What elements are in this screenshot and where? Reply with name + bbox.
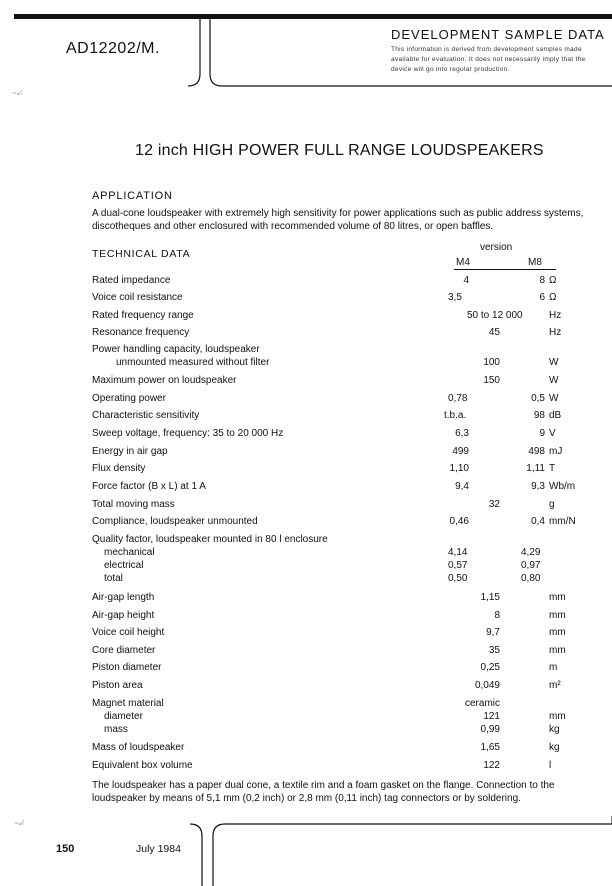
version-label: version	[480, 242, 513, 253]
spec-sublabel: mechanical	[104, 547, 155, 558]
spec-unit: Hz	[549, 327, 562, 338]
spec-row	[0, 410, 612, 424]
spec-label: Core diameter	[92, 645, 156, 656]
spec-m8: 0,5	[531, 393, 545, 404]
spec-m8: 9	[539, 428, 545, 439]
spec-label: Compliance, loudspeaker unmounted	[92, 516, 258, 527]
spec-value: 35	[488, 645, 500, 656]
spec-m8: 98	[533, 410, 545, 421]
spec-row	[0, 698, 612, 712]
spec-row	[0, 573, 612, 587]
spec-value: 0,25	[480, 662, 500, 673]
version-m8-header: M8	[528, 257, 542, 268]
status-title: DEVELOPMENT SAMPLE DATA	[391, 27, 605, 42]
spec-unit: Hz	[549, 310, 562, 321]
spec-label: Equivalent box volume	[92, 760, 193, 771]
spec-row	[0, 375, 612, 389]
spec-row	[0, 428, 612, 442]
spec-unit: kg	[549, 742, 560, 753]
spec-m8: 0,80	[521, 573, 541, 584]
spec-value: 45	[488, 327, 500, 338]
spec-row	[0, 481, 612, 495]
spec-unit: W	[549, 375, 559, 386]
spec-label: Air-gap height	[92, 610, 155, 621]
spec-label: Force factor (B x L) at 1 A	[92, 481, 206, 492]
spec-sublabel: total	[104, 573, 123, 584]
spec-label: Maximum power on loudspeaker	[92, 375, 237, 386]
page-title: 12 inch HIGH POWER FULL RANGE LOUDSPEAKERS	[135, 142, 544, 159]
spec-m4: 6,3	[455, 428, 469, 439]
spec-label: Rated frequency range	[92, 310, 194, 321]
type-code: AD12202/M.	[66, 40, 160, 57]
spec-label: Resonance frequency	[92, 327, 190, 338]
spec-row	[0, 711, 612, 725]
margin-mark-bottom: ~ᵤ⁄ₗ	[14, 820, 24, 827]
spec-m8: 0,97	[521, 560, 541, 571]
spec-row	[0, 357, 612, 371]
spec-unit: mm	[549, 627, 566, 638]
spec-row	[0, 742, 612, 756]
spec-label: Voice coil resistance	[92, 292, 183, 303]
spec-label: Mass of loudspeaker	[92, 742, 185, 753]
application-text: A dual-cone loudspeaker with extremely high sensitivity for power applications such as public address systems, discotheques and other enclosured with recommended volume of 80 litres, or open baffles.	[92, 208, 584, 232]
spec-label: Magnet material	[92, 698, 164, 709]
spec-label: Piston area	[92, 680, 143, 691]
spec-unit: V	[549, 428, 556, 439]
spec-sublabel: diameter	[104, 711, 143, 722]
spec-unit: W	[549, 357, 559, 368]
spec-row	[0, 547, 612, 561]
spec-label: Quality factor, loudspeaker mounted in 80 l enclosure	[92, 534, 328, 545]
spec-value: 8	[494, 610, 500, 621]
publication-date: July 1984	[136, 843, 181, 855]
spec-m4: 1,10	[449, 463, 469, 474]
spec-row	[0, 275, 612, 289]
footer-note: The loudspeaker has a paper dual cone, a textile rim and a foam gasket on the flange. Connection to the loudspeaker by means of 5,1 mm (0,2 inch) or 2,8 mm (0,11 inch) tag connectors or by soldering.	[92, 780, 555, 804]
spec-row	[0, 592, 612, 606]
spec-label: Characteristic sensitivity	[92, 410, 200, 421]
spec-label: Rated impedance	[92, 275, 171, 286]
spec-value: 1,15	[480, 592, 500, 603]
spec-value: 32	[488, 499, 500, 510]
spec-label: Power handling capacity, loudspeaker	[92, 344, 260, 355]
spec-row	[0, 393, 612, 407]
spec-label: Piston diameter	[92, 662, 162, 673]
spec-value: 121	[483, 711, 500, 722]
spec-label: Sweep voltage, frequency: 35 to 20 000 Hz	[92, 428, 284, 439]
spec-m8: 8	[539, 275, 545, 286]
spec-row	[0, 292, 612, 306]
spec-row	[0, 534, 612, 548]
spec-m8: 9,3	[531, 481, 545, 492]
spec-row	[0, 610, 612, 624]
spec-value: 100	[483, 357, 500, 368]
spec-m4: t.b.a.	[444, 410, 467, 421]
spec-m4: 499	[452, 446, 469, 457]
spec-row	[0, 645, 612, 659]
spec-unit: dB	[549, 410, 562, 421]
spec-row	[0, 560, 612, 574]
spec-m4: 3,5	[448, 292, 462, 303]
spec-unit: mm	[549, 711, 566, 722]
spec-m4: 9,4	[455, 481, 469, 492]
spec-value: 0,049	[474, 680, 500, 691]
spec-row	[0, 760, 612, 774]
spec-row	[0, 344, 612, 358]
spec-unit: Wb/m	[549, 481, 576, 492]
page-number: 150	[56, 843, 75, 855]
spec-unit: mm	[549, 592, 566, 603]
spec-m8: 0,4	[531, 516, 545, 527]
spec-m8: 1,11	[526, 463, 545, 474]
spec-label: Flux density	[92, 463, 146, 474]
spec-row	[0, 327, 612, 341]
spec-unit: Ω	[549, 275, 557, 286]
spec-label: Energy in air gap	[92, 446, 168, 457]
spec-unit: g	[549, 499, 555, 510]
spec-row	[0, 627, 612, 641]
spec-unit: kg	[549, 724, 560, 735]
spec-unit: W	[549, 393, 559, 404]
margin-mark-top: ~ᵤ⁄ₗ	[12, 90, 22, 97]
spec-label: Air-gap length	[92, 592, 155, 603]
spec-unit: mm/N	[549, 516, 576, 527]
spec-row	[0, 724, 612, 738]
spec-row	[0, 680, 612, 694]
spec-unit: Ω	[549, 292, 557, 303]
spec-m4: 0,78	[448, 393, 468, 404]
spec-m8: 6	[539, 292, 545, 303]
spec-sublabel: electrical	[104, 560, 144, 571]
spec-m4: 0,50	[448, 573, 468, 584]
spec-row	[0, 446, 612, 460]
version-rule	[454, 269, 556, 270]
spec-sublabel: mass	[104, 724, 128, 735]
spec-value: 1,65	[480, 742, 500, 753]
spec-unit: l	[549, 760, 552, 771]
spec-row	[0, 662, 612, 676]
spec-row	[0, 463, 612, 477]
technical-heading: TECHNICAL DATA	[92, 248, 191, 260]
spec-m4: 4	[463, 275, 469, 286]
spec-unit: mm	[549, 610, 566, 621]
spec-value: 0,99	[480, 724, 500, 735]
spec-m4: 0,57	[448, 560, 468, 571]
spec-unit: m	[549, 662, 558, 673]
spec-m8: 498	[528, 446, 545, 457]
spec-m4: 0,46	[449, 516, 469, 527]
spec-sublabel: unmounted measured without filter	[116, 357, 270, 368]
spec-label: Voice coil height	[92, 627, 165, 638]
spec-value: 150	[483, 375, 500, 386]
spec-label: Operating power	[92, 393, 166, 404]
spec-unit: mJ	[549, 446, 563, 457]
spec-row	[0, 516, 612, 530]
version-m4-header: M4	[456, 257, 470, 268]
spec-row	[0, 310, 612, 324]
spec-row	[0, 499, 612, 513]
spec-unit: T	[549, 463, 556, 474]
spec-value: 50 to 12 000	[467, 310, 523, 321]
spec-value: 122	[483, 760, 500, 771]
status-note: This information is derived from development samples made available for evaluation. It does not necessarily imply that the device will go into regular production.	[391, 46, 586, 73]
spec-label: Total moving mass	[92, 499, 175, 510]
application-heading: APPLICATION	[92, 190, 173, 202]
spec-unit: m²	[549, 680, 561, 691]
spec-m4: 4,14	[448, 547, 468, 558]
spec-value: 9,7	[486, 627, 500, 638]
spec-m8: 4,29	[521, 547, 541, 558]
spec-unit: mm	[549, 645, 566, 656]
spec-value: ceramic	[464, 698, 500, 709]
